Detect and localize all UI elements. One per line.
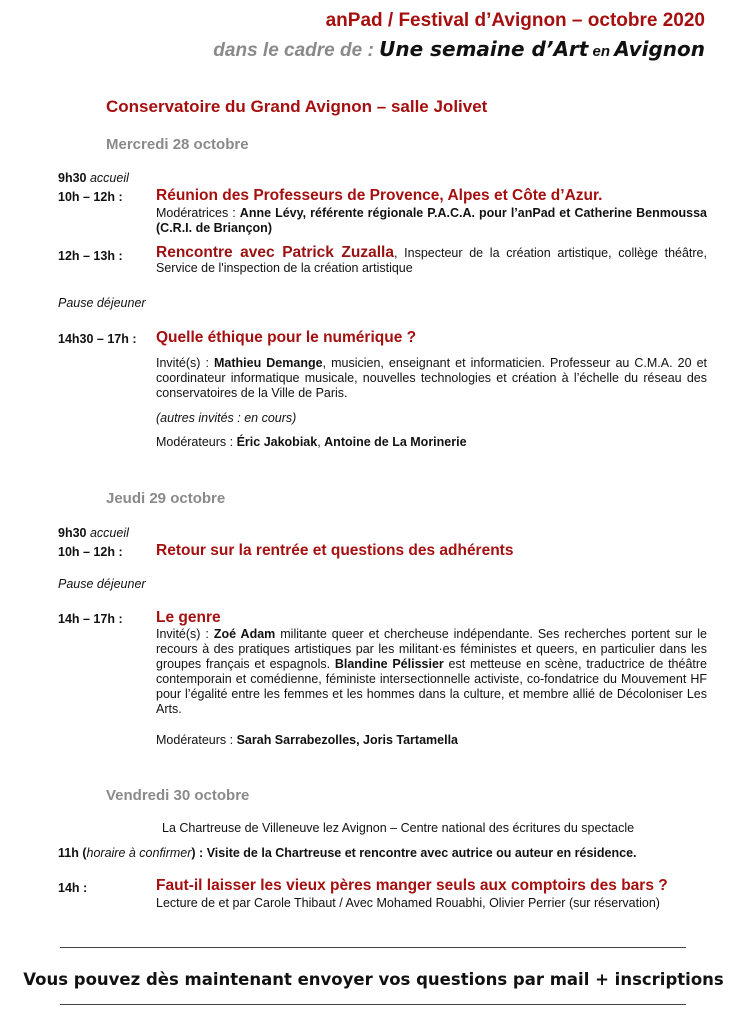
fri-session2-desc: Lecture de et par Carole Thibaut / Avec Mohamed Rouabhi, Olivier Perrier (sur réservation) bbox=[156, 896, 660, 910]
thu-session2-guest-label: Invité(s) : bbox=[156, 627, 214, 641]
wed-session3-guest-name: Mathieu Demange bbox=[214, 356, 323, 370]
wed-session1-title: Réunion des Professeurs de Provence, Alpes et Côte d’Azur. bbox=[156, 187, 603, 204]
wed-accueil bbox=[58, 171, 129, 185]
footer-notice bbox=[0, 970, 747, 989]
wed-session1-mod-label: Modératrices : bbox=[156, 206, 240, 220]
thu-session2-desc-1: militante queer et chercheuse indépendante. Ses recherches portent sur le recours à des pratiques artistiques par les militant·es féministes et queers, en particulier dans les groupes français et espagnols. bbox=[156, 627, 708, 671]
wed-accueil-label: accueil bbox=[89, 171, 129, 185]
separator-bottom bbox=[60, 1004, 686, 1005]
subtitle-event-part-1: Une semaine d’Art bbox=[379, 37, 589, 61]
thu-session2-title: Le genre bbox=[156, 609, 221, 626]
footer-text-1: Vous pouvez dès maintenant envoyer vos bbox=[23, 970, 417, 989]
venue-heading: Conservatoire du Grand Avignon – salle Jolivet bbox=[106, 97, 488, 116]
day-heading-friday: Vendredi 30 octobre bbox=[106, 787, 250, 804]
day-heading-wednesday: Mercredi 28 octobre bbox=[106, 136, 249, 153]
footer-text-2: questions par mail + inscriptions bbox=[416, 970, 724, 989]
day-heading-thursday: Jeudi 29 octobre bbox=[106, 490, 226, 507]
wed-session3-mod-label: Modérateurs : bbox=[156, 435, 237, 449]
thu-accueil-time: 9h30 bbox=[58, 526, 87, 540]
wed-session3-mod-sep: , bbox=[317, 435, 325, 449]
separator-top bbox=[60, 947, 686, 948]
fri-session1-time: 11h ( bbox=[58, 846, 87, 860]
fri-session1-time-note: horaire à confirmer bbox=[86, 846, 192, 860]
wed-session3-moderators bbox=[156, 435, 707, 450]
document-subtitle bbox=[213, 37, 705, 62]
wed-session3-title: Quelle éthique pour le numérique ? bbox=[156, 329, 417, 346]
thu-session2-guest-1: Zoé Adam bbox=[213, 627, 276, 641]
wed-session3-mod-1: Éric Jakobiak bbox=[236, 435, 318, 449]
fri-session1 bbox=[58, 846, 637, 860]
wed-session1-moderators bbox=[156, 206, 707, 236]
wed-pause: Pause déjeuner bbox=[58, 296, 146, 310]
subtitle-lead: dans le cadre de : bbox=[213, 40, 380, 61]
wed-session2-desc-1: , Inspecteur de la création artistique, collège théâtre bbox=[393, 246, 704, 260]
subtitle-event-en: en bbox=[588, 43, 615, 60]
thu-session1-title: Retour sur la rentrée et questions des adhérents bbox=[156, 542, 514, 559]
thu-session1-time: 10h – 12h : bbox=[58, 545, 123, 559]
subtitle-event-part-2: Avignon bbox=[614, 37, 705, 61]
document-title: anPad / Festival d’Avignon – octobre 2020 bbox=[325, 10, 705, 31]
thu-session2-time: 14h – 17h : bbox=[58, 612, 123, 626]
thu-pause: Pause déjeuner bbox=[58, 577, 146, 591]
thu-accueil-label: accueil bbox=[89, 526, 129, 540]
wed-session2-block bbox=[156, 245, 707, 276]
fri-venue: La Chartreuse de Villeneuve lez Avignon – Centre national des écritures du spectacle bbox=[162, 821, 635, 835]
wed-session3-other: (autres invités : en cours) bbox=[156, 411, 297, 425]
thu-session2-guest-2: Blandine Pélissier bbox=[334, 657, 444, 671]
wed-session1-mod-names: Anne Lévy, référente régionale P.A.C.A. pour l’anPad et Catherine Benmoussa (C.R.I. de Briançon) bbox=[156, 206, 707, 235]
thu-session2-desc-2: est metteuse en scène, traductrice de théâtre contemporain et comédienne, féministe intersectionnelle activiste, co-fondatrice du Mouvement HF pour l’égalité entre les femmes et les hommes dans la culture, et membre allié de Décoloniser Les Arts. bbox=[156, 657, 708, 716]
fri-session1-time-end: ) : bbox=[191, 846, 204, 860]
wed-session3-guest bbox=[156, 356, 707, 401]
fri-session1-desc: Visite de la Chartreuse et rencontre avec autrice ou auteur en résidence. bbox=[203, 846, 637, 860]
thu-accueil bbox=[58, 526, 129, 540]
wed-session1-time: 10h – 12h : bbox=[58, 190, 123, 204]
thu-session2-moderators bbox=[156, 733, 707, 748]
thu-session2-guests bbox=[156, 627, 707, 717]
fri-session2-time: 14h : bbox=[58, 881, 88, 895]
thu-session2-mod-label: Modérateurs : bbox=[156, 733, 237, 747]
thu-session2-mod-names: Sarah Sarrabezolles, Joris Tartamella bbox=[236, 733, 458, 747]
fri-session2-title: Faut-il laisser les vieux pères manger seuls aux comptoirs des bars ? bbox=[156, 877, 668, 894]
wed-session3-mod-2: Antoine de La Morinerie bbox=[324, 435, 467, 449]
wed-session3-guest-desc: , musicien, enseignant et informaticien. Professeur au C.M.A. 20 et coordinateur informatique musicale, nouvelles technologies et création à l’échelle du réseau des conservatoires de la Ville de Paris. bbox=[156, 356, 708, 400]
wed-accueil-time: 9h30 bbox=[58, 171, 87, 185]
wed-session2-title: Rencontre avec Patrick Zuzalla bbox=[156, 244, 394, 261]
wed-session3-time: 14h30 – 17h : bbox=[58, 332, 137, 346]
wed-session2-time: 12h – 13h : bbox=[58, 249, 123, 263]
wed-session2-desc-2: , Service de l'inspection de la création artistique bbox=[156, 246, 707, 275]
wed-session3-guest-label: Invité(s) : bbox=[156, 356, 215, 370]
